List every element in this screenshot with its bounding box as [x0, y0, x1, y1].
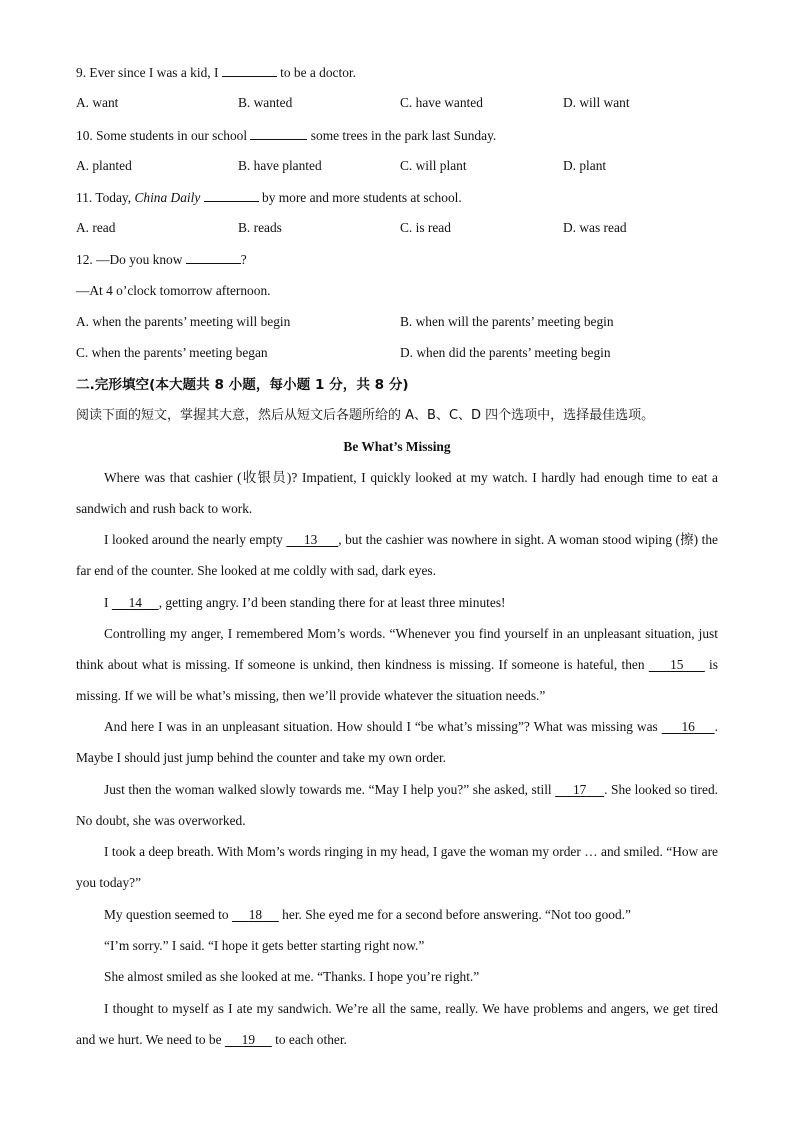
passage-paragraph-6: Just then the woman walked slowly towards me. “May I help you?” she asked, still 17 . She looked so tired. No doubt, she was overworked. [76, 782, 718, 829]
passage-paragraph-10: She almost smiled as she looked at me. “Thanks. I hope you’re right.” [104, 969, 480, 984]
blank-17: 17 [572, 782, 587, 797]
question-11-stem: 11. Today, China Daily by more and more students at school. [76, 190, 462, 205]
option-a: A. read [76, 220, 116, 235]
option-b: B. have planted [238, 158, 322, 173]
option-b: B. wanted [238, 95, 293, 110]
blank-18: 18 [248, 907, 263, 922]
section-heading: 二.完形填空(本大题共 8 小题，每小题 1 分，共 8 分) [76, 377, 409, 393]
option-d: D. when did the parents’ meeting begin [400, 345, 611, 360]
answer-blank [250, 126, 307, 140]
passage-paragraph-7: I took a deep breath. With Mom’s words ringing in my head, I gave the woman my order … and smiled. “How are you today?” [76, 844, 718, 891]
option-a: A. when the parents’ meeting will begin [76, 314, 291, 329]
passage-paragraph-9: “I’m sorry.” I said. “I hope it gets better starting right now.” [104, 938, 425, 953]
option-b: B. when will the parents’ meeting begin [400, 314, 614, 329]
blank-15: 15 [670, 657, 684, 673]
option-b: B. reads [238, 220, 282, 235]
passage-paragraph-2: I looked around the nearly empty 13 , but the cashier was nowhere in sight. A woman stood wiping (擦) the far end of the counter. She looked at me coldly with sad, dark eyes. [76, 532, 719, 579]
option-c: C. will plant [400, 158, 467, 173]
answer-blank [186, 250, 241, 264]
option-d: D. will want [563, 95, 630, 110]
option-a: A. planted [76, 158, 132, 173]
passage-paragraph-3: I 14 , getting angry. I’d been standing there for at least three minutes! [104, 595, 506, 610]
blank-19: 19 [241, 1032, 256, 1048]
option-d: D. was read [563, 220, 627, 235]
option-a: A. want [76, 95, 119, 110]
passage-paragraph-11: I thought to myself as I ate my sandwich. We’re all the same, really. We have problems and angers, we get tired and we hurt. We need to be 19 to each other. [76, 1001, 718, 1048]
section-instruction: 阅读下面的短文，掌握其大意，然后从短文后各题所给的 A、B、C、D 四个选项中，选择最佳选项。 [76, 408, 655, 423]
option-c: C. have wanted [400, 95, 483, 110]
passage-paragraph-4: Controlling my anger, I remembered Mom’s words. “Whenever you find yourself in an unpleasant situation, just think about what is missing. If someone is unkind, then kindness is missing. If someone is hateful, then 15 is missing. If we will be what’s missing, then we’ll provide whatever the situation needs.” [76, 626, 718, 704]
passage-paragraph-8: My question seemed to 18 her. She eyed me for a second before answering. “Not too good.” [104, 907, 631, 922]
option-c: C. when the parents’ meeting began [76, 345, 268, 360]
question-12-reply: —At 4 o’clock tomorrow afternoon. [76, 283, 271, 298]
question-10-stem: 10. Some students in our school some trees in the park last Sunday. [76, 128, 497, 143]
blank-14: 14 [128, 595, 142, 610]
passage-paragraph-1: Where was that cashier (收银员)? Impatient, I quickly looked at my watch. I hardly had enough time to eat a sandwich and rush back to work. [76, 470, 718, 517]
option-c: C. is read [400, 220, 451, 235]
option-d: D. plant [563, 158, 607, 173]
blank-16: 16 [681, 719, 695, 734]
passage-title: Be What’s Missing [343, 439, 451, 454]
blank-13: 13 [303, 532, 318, 547]
newspaper-title: China Daily [134, 190, 201, 205]
answer-blank [204, 188, 259, 202]
question-9-stem: 9. Ever since I was a kid, I to be a doctor. [76, 65, 356, 80]
passage-paragraph-5: And here I was in an unpleasant situation. How should I “be what’s missing”? What was missing was 16 . Maybe I should just jump behind the counter and take my own order. [76, 719, 718, 766]
answer-blank [222, 63, 277, 77]
question-12-stem: 12. —Do you know ? [76, 252, 247, 267]
